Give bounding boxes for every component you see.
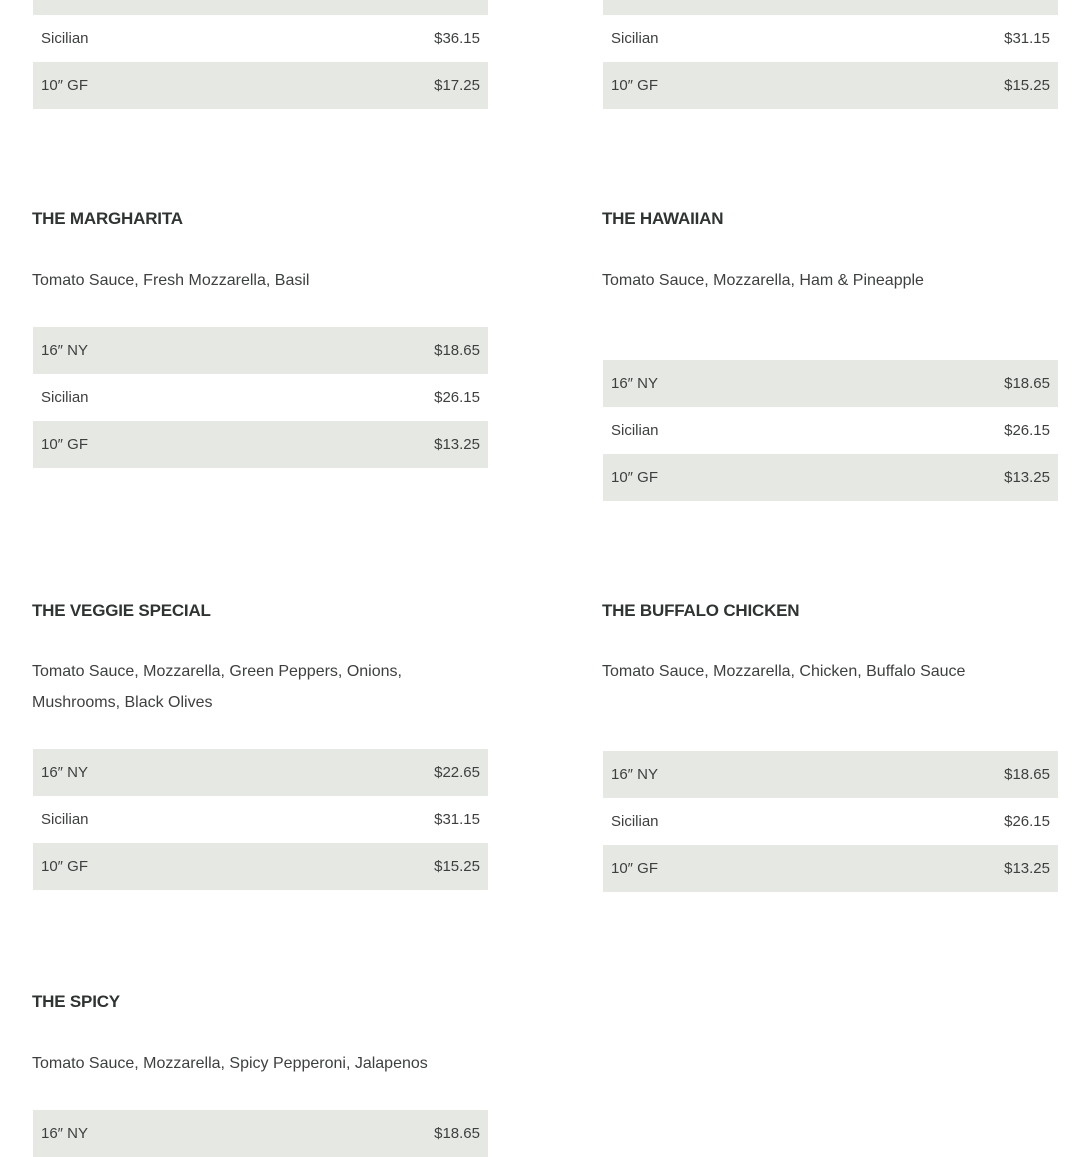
size-label: Sicilian xyxy=(611,30,659,47)
price-row-10-gf xyxy=(603,845,1058,892)
pizza-title: THE BUFFALO CHICKEN xyxy=(602,601,800,620)
price-value: $18.65 xyxy=(1004,766,1050,783)
price-row-16-ny xyxy=(33,749,488,796)
price-value: $13.25 xyxy=(1004,860,1050,877)
size-label: Sicilian xyxy=(41,389,89,406)
price-row-16-ny xyxy=(603,751,1058,798)
price-table xyxy=(33,327,488,468)
price-value: $18.65 xyxy=(1004,375,1050,392)
size-label: 16″ NY xyxy=(41,1125,88,1142)
price-table xyxy=(603,751,1058,892)
size-label: 16″ NY xyxy=(41,764,88,781)
price-row-16-ny xyxy=(33,1110,488,1157)
pizza-title: THE VEGGIE SPECIAL xyxy=(32,601,211,620)
price-table-top-left xyxy=(33,0,488,109)
size-label: Sicilian xyxy=(611,813,659,830)
price-row-16-ny xyxy=(33,327,488,374)
price-row-sicilian xyxy=(33,796,488,843)
price-row-sicilian xyxy=(603,798,1058,845)
price-row-10-gf xyxy=(33,62,488,109)
price-row-10-gf xyxy=(33,843,488,890)
size-label: Sicilian xyxy=(41,30,89,47)
size-label: 10″ GF xyxy=(611,469,658,486)
size-label: Sicilian xyxy=(611,422,659,439)
price-row-sicilian xyxy=(603,407,1058,454)
size-label: 10″ GF xyxy=(611,860,658,877)
pizza-description: Tomato Sauce, Mozzarella, Green Peppers, Onions, Mushrooms, Black Olives xyxy=(32,663,402,711)
size-label: 16″ NY xyxy=(41,342,88,359)
price-value: $22.65 xyxy=(434,764,480,781)
pizza-description: Tomato Sauce, Mozzarella, Spicy Pepperoni, Jalapenos xyxy=(32,1055,428,1072)
pizza-description: Tomato Sauce, Fresh Mozzarella, Basil xyxy=(32,272,310,289)
price-value: $18.65 xyxy=(434,1125,480,1142)
size-label: 10″ GF xyxy=(41,77,88,94)
size-label: Sicilian xyxy=(41,811,89,828)
price-value: $26.15 xyxy=(434,389,480,406)
pizza-hawaiian xyxy=(602,207,1072,486)
price-row-10-gf xyxy=(33,421,488,468)
price-row-sicilian xyxy=(603,15,1058,62)
pizza-title: THE HAWAIIAN xyxy=(602,209,724,228)
size-label: 10″ GF xyxy=(41,858,88,875)
pizza-title: THE SPICY xyxy=(32,992,120,1011)
price-value: $13.25 xyxy=(1004,469,1050,486)
pizza-veggie-special xyxy=(32,599,502,875)
pizza-description: Tomato Sauce, Mozzarella, Ham & Pineapple xyxy=(602,272,924,289)
price-row-16-ny xyxy=(603,360,1058,407)
pizza-description: Tomato Sauce, Mozzarella, Chicken, Buffalo Sauce xyxy=(602,663,966,680)
pizza-title: THE MARGHARITA xyxy=(32,209,183,228)
size-label: 16″ NY xyxy=(611,375,658,392)
price-value: $18.65 xyxy=(434,342,480,359)
price-value: $15.25 xyxy=(1004,77,1050,94)
size-label: 10″ GF xyxy=(41,436,88,453)
price-table-top-right xyxy=(603,0,1058,109)
price-row-10-gf xyxy=(603,454,1058,501)
price-value: $31.15 xyxy=(1004,30,1050,47)
price-row-sicilian xyxy=(33,15,488,62)
price-row-16-ny xyxy=(603,0,1058,15)
price-table xyxy=(33,1110,488,1157)
pizza-margharita xyxy=(32,207,502,453)
size-label: 16″ NY xyxy=(611,766,658,783)
price-row-16-ny xyxy=(33,0,488,15)
price-value: $36.15 xyxy=(434,30,480,47)
pizza-spicy xyxy=(32,990,502,1142)
pizza-buffalo-chicken xyxy=(602,599,1072,877)
price-value: $26.15 xyxy=(1004,813,1050,830)
price-value: $17.25 xyxy=(434,77,480,94)
price-value: $26.15 xyxy=(1004,422,1050,439)
price-value: $13.25 xyxy=(434,436,480,453)
price-value: $15.25 xyxy=(434,858,480,875)
price-table xyxy=(33,749,488,890)
size-label: 10″ GF xyxy=(611,77,658,94)
price-value: $31.15 xyxy=(434,811,480,828)
price-table xyxy=(603,360,1058,501)
price-row-sicilian xyxy=(33,374,488,421)
price-row-10-gf xyxy=(603,62,1058,109)
